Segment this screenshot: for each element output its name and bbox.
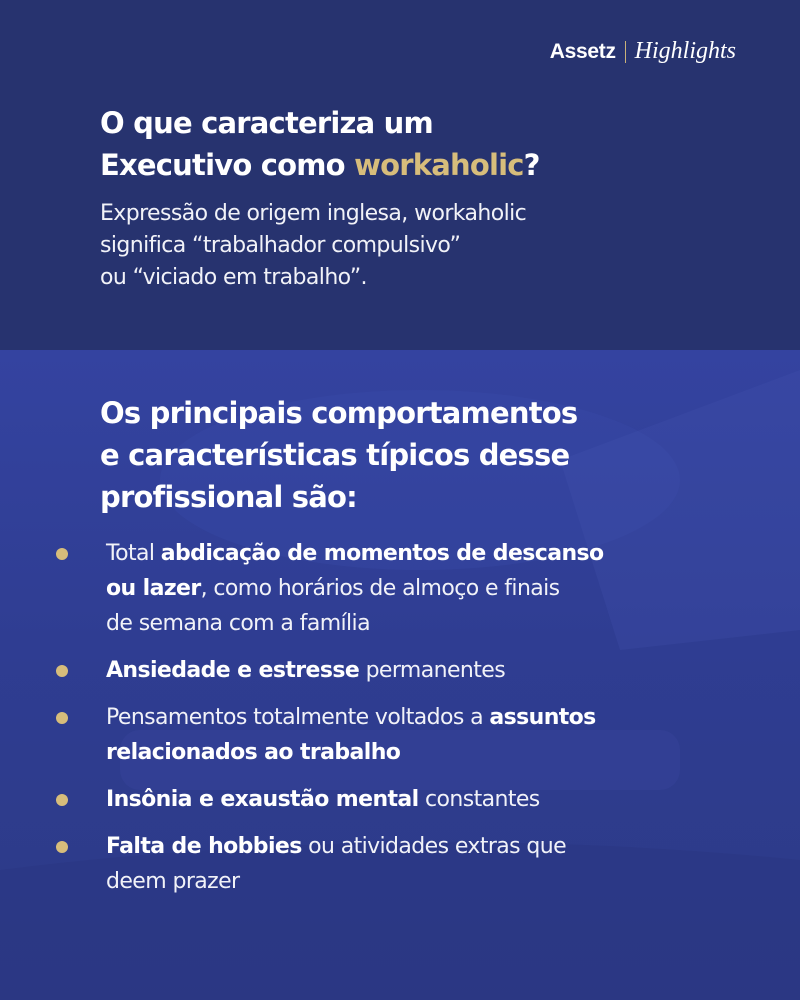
intro-text xyxy=(100,198,660,294)
bullet-bold-text: assuntos xyxy=(489,705,596,730)
bullet-bold-text: ou lazer xyxy=(106,576,201,601)
bullet-text: de semana com a família xyxy=(106,611,370,636)
subtitle-line-3: profissional são: xyxy=(100,480,357,514)
subtitle-line-1: Os principais comportamentos xyxy=(100,396,578,430)
bullet-text: permanentes xyxy=(359,658,506,683)
intro-line-2: significa “trabalhador compulsivo” xyxy=(100,233,461,258)
title-line-2-start: Executivo como xyxy=(100,148,355,182)
list-item xyxy=(56,653,756,688)
bullet-dot-icon xyxy=(56,841,68,853)
bullet-bold-text: Ansiedade e estresse xyxy=(106,658,360,683)
title-highlight: workaholic xyxy=(354,148,524,182)
brand-tagline: Highlights xyxy=(634,38,736,64)
bullet-bold-text: Insônia e exaustão mental xyxy=(106,787,419,812)
bullet-bold-text: Falta de hobbies xyxy=(106,834,302,859)
bullet-dot-icon xyxy=(56,794,68,806)
intro-line-3: ou “viciado em trabalho”. xyxy=(100,265,367,290)
list-item xyxy=(56,700,756,770)
bullet-text: Pensamentos totalmente voltados a xyxy=(106,705,490,730)
list-item xyxy=(56,536,756,641)
bullet-text: constantes xyxy=(418,787,540,812)
page-title xyxy=(100,102,660,186)
list-item xyxy=(56,829,756,899)
title-question-mark: ? xyxy=(523,148,540,182)
brand-logo xyxy=(550,38,736,65)
bullet-text: Total xyxy=(106,541,161,566)
behavior-list xyxy=(56,536,756,911)
section-subtitle xyxy=(100,392,720,518)
bullet-dot-icon xyxy=(56,712,68,724)
bullet-text: ou atividades extras que xyxy=(301,834,567,859)
brand-divider xyxy=(625,41,626,63)
list-item xyxy=(56,782,756,817)
brand-name: Assetz xyxy=(549,39,616,63)
bullet-dot-icon xyxy=(56,548,68,560)
bullet-dot-icon xyxy=(56,665,68,677)
intro-line-1: Expressão de origem inglesa, workaholic xyxy=(100,201,527,226)
bullet-bold-text: relacionados ao trabalho xyxy=(106,740,401,765)
bullet-bold-text: abdicação de momentos de descanso xyxy=(160,541,604,566)
bullet-text: deem prazer xyxy=(106,869,240,894)
bullet-text: , como horários de almoço e finais xyxy=(200,576,560,601)
title-line-1: O que caracteriza um xyxy=(100,106,433,140)
subtitle-line-2: e características típicos desse xyxy=(100,438,570,472)
